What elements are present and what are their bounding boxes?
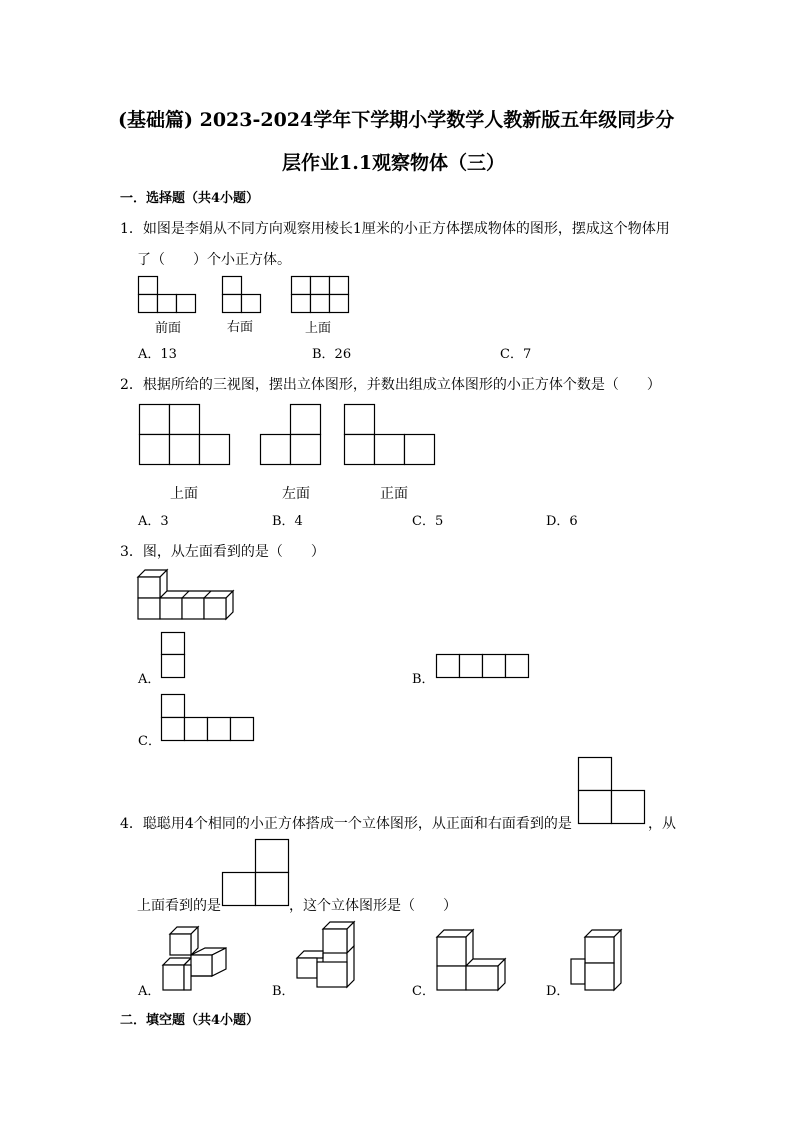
question-1-text-cont: 了（ ）个小正方体。	[137, 252, 291, 268]
q1-right-view-figure	[222, 276, 266, 316]
section-heading-fill: 二．填空题（共4小题）	[120, 1013, 260, 1028]
q1-front-view-figure	[138, 276, 198, 316]
question-4-text-end: ，这个立体图形是（ ）	[289, 898, 457, 914]
q2-caption-front: 正面	[380, 486, 408, 502]
q2-front-view-figure	[344, 404, 438, 468]
q4-option-a-figure[interactable]	[160, 924, 232, 994]
q4-front-right-view-figure	[578, 757, 648, 825]
q4-option-d[interactable]: D．	[546, 984, 570, 999]
q4-top-view-figure	[222, 839, 292, 909]
q2-left-view-figure	[260, 404, 324, 468]
q2-caption-top: 上面	[170, 486, 198, 502]
question-1-text: 1．如图是李娟从不同方向观察用棱长1厘米的小正方体摆成物体的图形，摆成这个物体用	[120, 221, 670, 237]
q4-option-d-figure[interactable]	[569, 928, 633, 994]
q2-option-d[interactable]: D．6	[546, 514, 578, 529]
q1-caption-right: 右面	[227, 320, 254, 335]
q2-top-view-figure	[139, 404, 233, 468]
q4-option-b[interactable]: B．	[272, 984, 295, 999]
doc-title-line2: 层作业1.1观察物体（三）	[282, 152, 506, 174]
question-4-text-from: ，从	[648, 816, 676, 832]
question-4-text: 4．聪聪用4个相同的小正方体搭成一个立体图形，从正面和右面看到的是	[120, 816, 572, 832]
doc-title-line1: (基础篇) 2023-2024学年下学期小学数学人教新版五年级同步分	[118, 109, 675, 131]
q2-caption-left: 左面	[282, 486, 310, 502]
question-4-text-top: 上面看到的是	[137, 898, 221, 914]
question-3-text: 3．图，从左面看到的是（ ）	[120, 544, 325, 560]
q1-top-view-figure	[291, 276, 351, 316]
q2-option-a[interactable]: A．3	[138, 514, 169, 529]
section-heading-choice: 一．选择题（共4小题）	[120, 191, 260, 206]
q4-option-b-figure[interactable]	[296, 920, 360, 992]
q4-option-c[interactable]: C．	[412, 984, 435, 999]
q3-option-a[interactable]: A．	[138, 672, 161, 687]
q3-option-a-figure[interactable]	[161, 632, 187, 680]
q3-option-b-figure[interactable]	[436, 654, 532, 680]
q3-cube-structure-figure	[138, 568, 234, 624]
q3-option-b[interactable]: B．	[412, 672, 435, 687]
question-2-text: 2．根据所给的三视图，摆出立体图形，并数出组成立体图形的小正方体个数是（ ）	[120, 377, 661, 393]
q4-option-c-figure[interactable]	[435, 928, 509, 994]
q1-caption-front: 前面	[155, 321, 182, 336]
q1-option-b[interactable]: B．26	[312, 347, 352, 362]
q2-option-c[interactable]: C．5	[412, 514, 444, 529]
q1-caption-top: 上面	[305, 321, 332, 336]
q3-option-c[interactable]: C．	[138, 734, 161, 749]
q2-option-b[interactable]: B．4	[272, 514, 303, 529]
q1-option-a[interactable]: A．13	[138, 347, 177, 362]
q4-option-a[interactable]: A．	[138, 984, 161, 999]
q3-option-c-figure[interactable]	[161, 694, 257, 744]
q1-option-c[interactable]: C．7	[500, 347, 532, 362]
